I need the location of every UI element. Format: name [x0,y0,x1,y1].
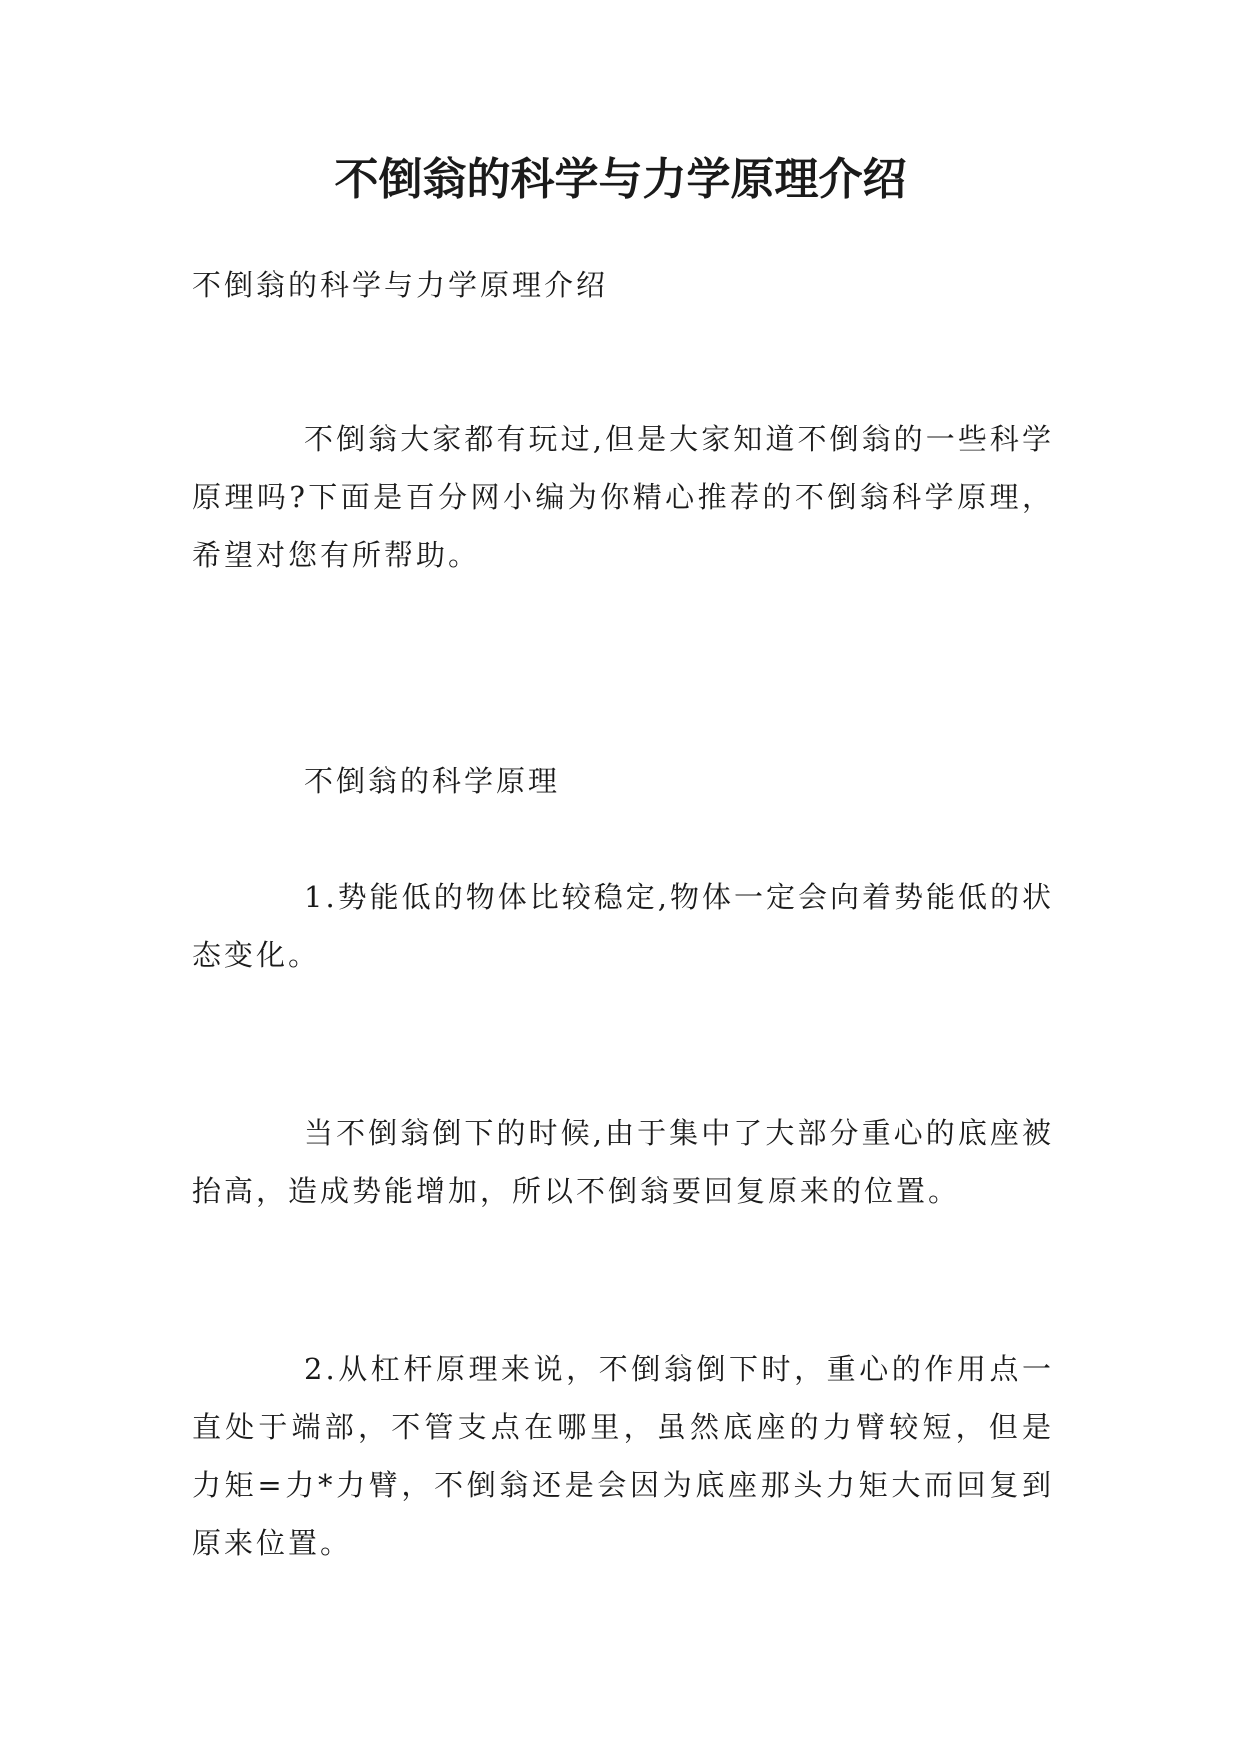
principle-1-paragraph: 1.势能低的物体比较稳定,物体一定会向着势能低的状态变化。 [192,880,1054,972]
section-heading: 不倒翁的科学原理 [304,764,561,798]
document-title: 不倒翁的科学与力学原理介绍 [334,154,907,205]
explanation-paragraph: 当不倒翁倒下的时候,由于集中了大部分重心的底座被抬高，造成势能增加，所以不倒翁要回复原来的位置。 [192,1116,1054,1208]
document-subtitle: 不倒翁的科学与力学原理介绍 [192,268,609,302]
principle-2-paragraph: 2.从杠杆原理来说，不倒翁倒下时，重心的作用点一直处于端部，不管支点在哪里，虽然底座的力臂较短，但是力矩=力*力臂，不倒翁还是会因为底座那头力矩大而回复到原来位置。 [192,1352,1054,1560]
intro-paragraph: 不倒翁大家都有玩过,但是大家知道不倒翁的一些科学原理吗?下面是百分网小编为你精心推荐的不倒翁科学原理，希望对您有所帮助。 [192,422,1054,572]
